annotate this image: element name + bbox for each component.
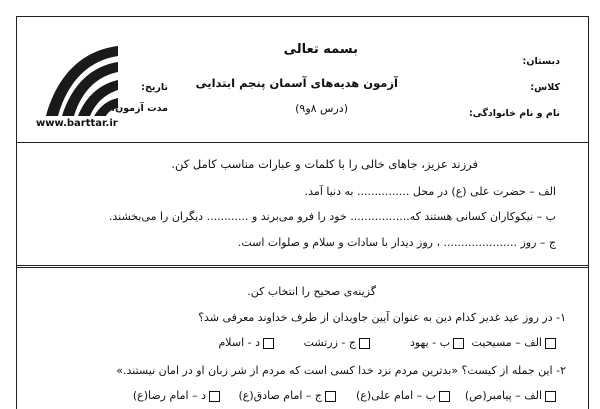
- fill-item-a: الف – حضرت علی (ع) در محل ............... به دنیا آمد.: [304, 185, 556, 198]
- website-url: www.barttar.ir: [36, 118, 118, 129]
- q2-option-a[interactable]: الف – پیامبر(ص): [465, 389, 556, 402]
- name-label: نام و نام خانوادگی:: [468, 108, 560, 119]
- q2-option-c[interactable]: ج – امام صادق(ع): [239, 389, 336, 402]
- class-label: کلاس:: [530, 82, 560, 93]
- header-divider: [16, 142, 588, 143]
- date-label: تاریخ:: [141, 82, 168, 93]
- checkbox[interactable]: [453, 338, 464, 349]
- checkbox[interactable]: [545, 338, 556, 349]
- q1-option-b[interactable]: ب - یهود: [410, 336, 464, 349]
- section-divider: [16, 265, 588, 268]
- checkbox[interactable]: [263, 338, 274, 349]
- section1-instruction: فرزند عزیز، جاهای خالی را با کلمات و عبارات مناسب کامل کن.: [171, 157, 478, 171]
- basmala: بسمه تعالی: [283, 42, 358, 57]
- barttar-logo-icon: [40, 42, 120, 120]
- school-label: دبستان:: [522, 56, 560, 67]
- q1-option-c[interactable]: ج - زرتشت: [304, 336, 370, 349]
- fill-item-c: ج – روز ..................... ، روز دیدار با سادات و سلام و صلوات است.: [237, 236, 556, 249]
- question-2: ۲- این جمله از کیست؟ «بدترین مردم نزد خدا کسی است که مردم از شر زبان او در امان نیستند.»: [116, 364, 566, 377]
- question-1: ۱- در روز عید غدیر کدام دین به عنوان آیین جاویدان از طرف خداوند معرفی شد؟: [198, 311, 566, 324]
- q1-option-a[interactable]: الف – مسیحیت: [471, 336, 556, 349]
- fill-item-b: ب – نیکوکاران کسانی هستند که................. خود را فرو می‌برند و ............ دیگران را می‌بخشند.: [108, 210, 556, 223]
- checkbox[interactable]: [359, 338, 370, 349]
- exam-title: آزمون هدیه‌های آسمان پنجم ابتدایی: [195, 76, 398, 90]
- q2-option-b[interactable]: ب – امام علی(ع): [356, 389, 450, 402]
- duration-label: مدت آزمون:: [111, 103, 168, 114]
- q1-option-d[interactable]: د - اسلام: [218, 336, 274, 349]
- section2-instruction: گزینه‌ی صحیح را انتخاب کن.: [247, 285, 376, 298]
- lesson-label: (درس ۸و۹): [295, 102, 348, 115]
- q2-option-d[interactable]: د – امام رضا(ع): [133, 389, 220, 402]
